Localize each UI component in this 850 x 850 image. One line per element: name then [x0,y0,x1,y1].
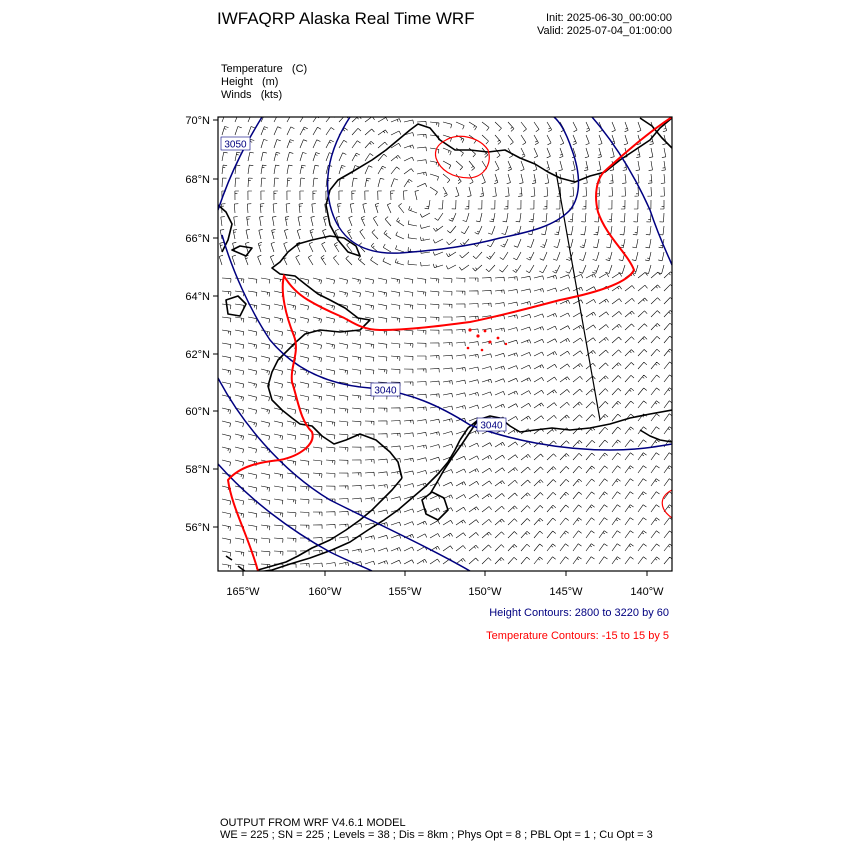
lat-label-64: 64°N [185,291,210,303]
contour-label-3050: 3050 [224,139,247,151]
lat-label-66: 66°N [185,233,210,245]
contour-label-3040-a: 3040 [374,385,397,397]
lat-label-70: 70°N [185,115,210,127]
lat-label-68: 68°N [185,174,210,186]
contour-label-3040-b: 3040 [480,420,503,432]
lat-label-60: 60°N [185,406,210,418]
model-config: WE = 225 ; SN = 225 ; Levels = 38 ; Dis = 8km ; Phys Opt = 8 ; PBL Opt = 1 ; Cu Opt = 3 [220,829,653,841]
lon-label-145: 145°W [549,586,583,598]
variable-temperature: Temperature (C) [221,63,308,75]
temperature-contours-note: Temperature Contours: -15 to 15 by 5 [486,630,669,642]
height-contours-note: Height Contours: 2800 to 3220 by 60 [489,607,669,619]
model-version: OUTPUT FROM WRF V4.6.1 MODEL [220,817,406,829]
lon-label-140: 140°W [630,586,664,598]
lat-label-58: 58°N [185,464,210,476]
longitude-labels [226,586,664,598]
init-time: Init: 2025-06-30_00:00:00 [546,12,672,24]
plot-title: IWFAQRP Alaska Real Time WRF [217,9,475,28]
lon-label-160: 160°W [308,586,342,598]
latitude-labels [185,115,210,534]
variable-height: Height (m) [221,76,279,88]
lon-label-150: 150°W [468,586,502,598]
model-info [220,817,653,841]
valid-time: Valid: 2025-07-04_01:00:00 [537,25,672,37]
latitude-axis [213,120,218,527]
lon-label-165: 165°W [226,586,260,598]
lon-label-155: 155°W [388,586,422,598]
lat-label-62: 62°N [185,349,210,361]
variable-winds: Winds (kts) [221,89,283,101]
longitude-axis [243,571,647,576]
lat-label-56: 56°N [185,522,210,534]
